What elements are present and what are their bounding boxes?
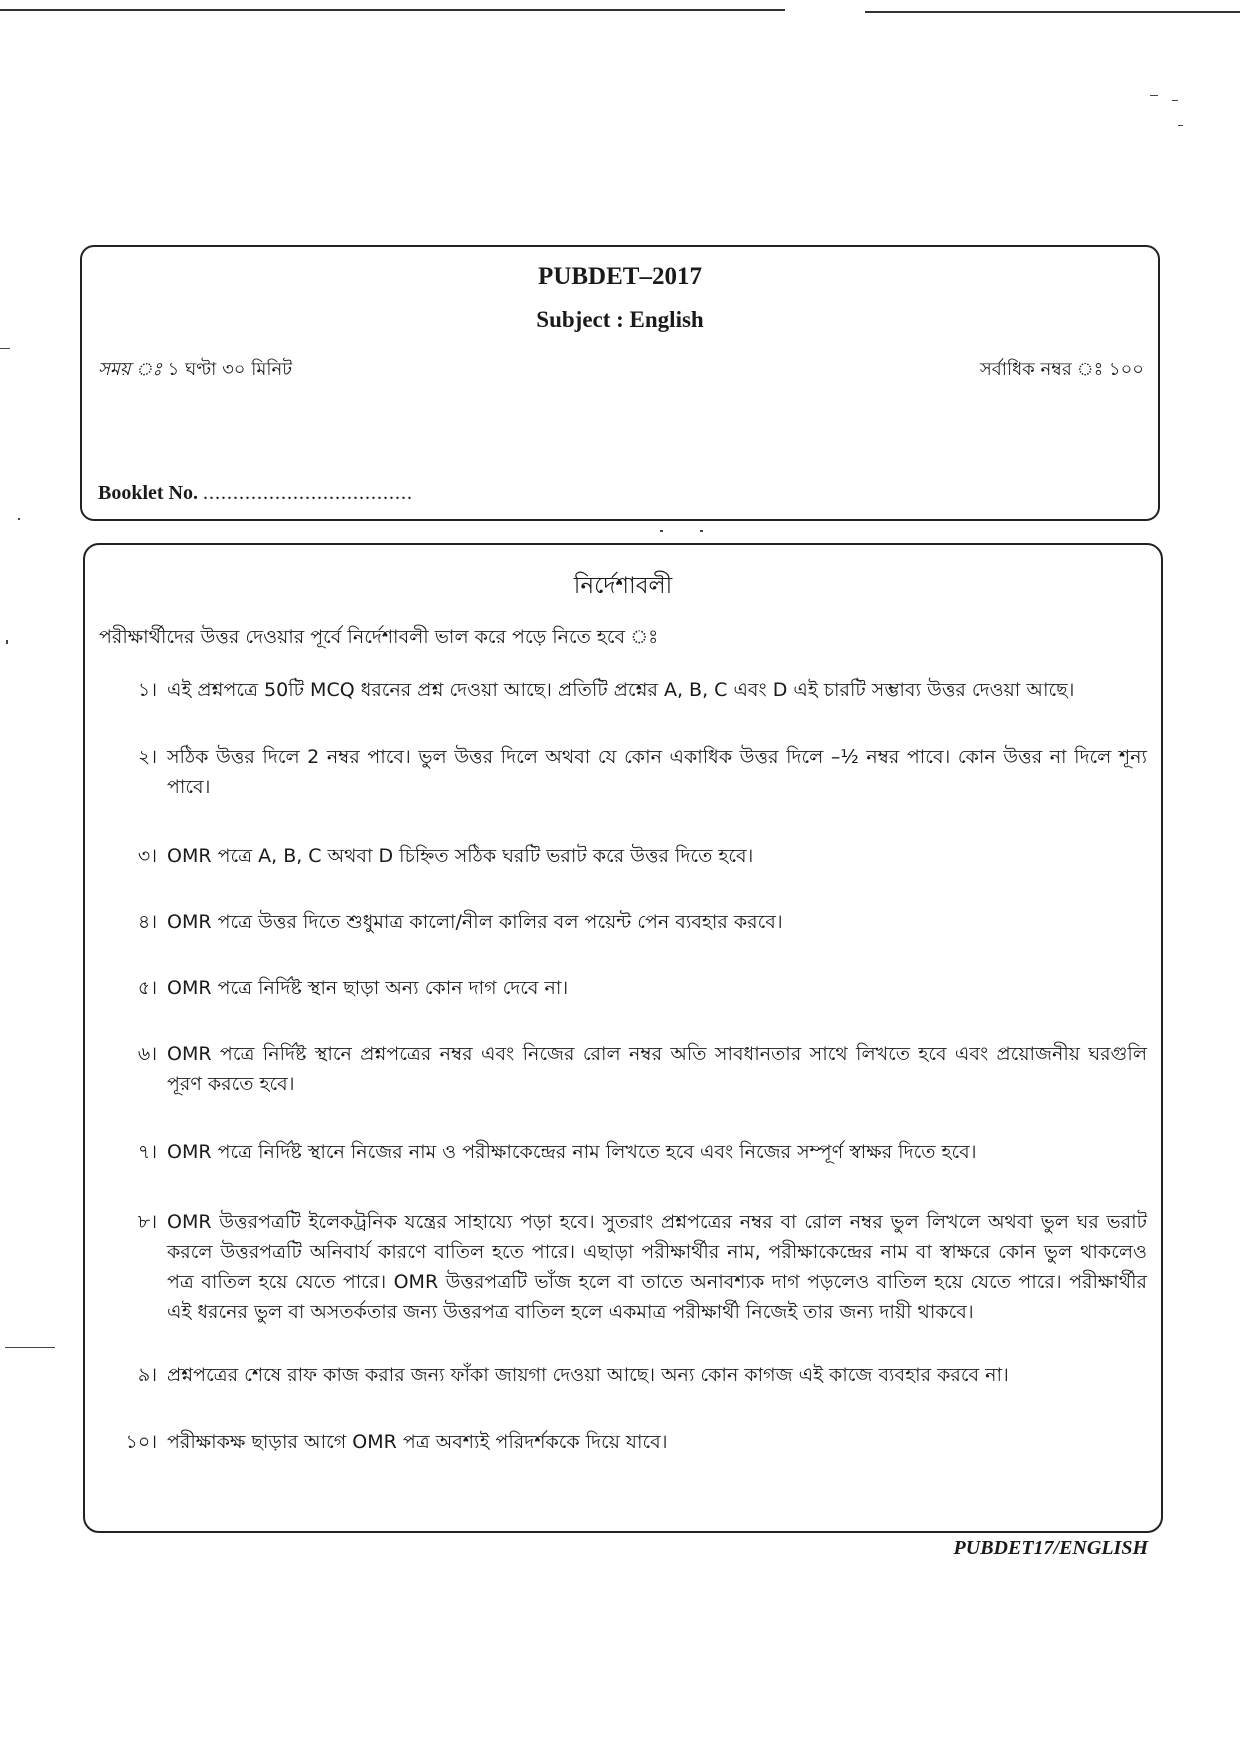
scan-speck: [1172, 100, 1178, 101]
instruction-item: [117, 1137, 1147, 1167]
instruction-item: [117, 1427, 1147, 1457]
scan-speck: [5, 1347, 55, 1348]
instructions-lead: পরীক্ষার্থীদের উত্তর দেওয়ার পূর্বে নির্দেশাবলী ভাল করে পড়ে নিতে হবে ঃ: [99, 626, 659, 648]
booklet-blank: ...................................: [203, 482, 413, 504]
scan-edge-line: [865, 11, 1240, 13]
instruction-text: OMR পত্রে উত্তর দিতে শুধুমাত্র কালো/নীল কালির বল পয়েন্ট পেন ব্যবহার করবে।: [167, 911, 783, 933]
instruction-text: OMR পত্রে নির্দিষ্ট স্থান ছাড়া অন্য কোন দাগ দেবে না।: [167, 977, 569, 999]
max-marks: সর্বাধিক নম্বর ঃ ১০০: [979, 359, 1144, 380]
instruction-number: ১।: [137, 679, 157, 701]
instruction-item: [117, 1039, 1147, 1099]
time-label: সময় ঃ: [98, 359, 162, 380]
scan-speck: [6, 640, 8, 644]
scan-edge-line: [0, 9, 785, 11]
instructions-box: [83, 543, 1163, 1533]
instruction-number: ৭।: [137, 1141, 157, 1163]
instruction-item: [117, 907, 1147, 937]
instruction-text: OMR উত্তরপত্রটি ইলেকট্রনিক যন্ত্রের সাহায্যে পড়া হবে। সুতরাং প্রশ্নপত্রের নম্বর বা রোল নম্বর ভুল লিখলে অথবা ভুল ঘর ভরাট করলে উত্তরপত্রটি অনিবার্য কারণে বাতিল হতে পারে। এছাড়া পরীক্ষার্থীর নাম, পরীক্ষাকেন্দ্রের নাম বা স্বাক্ষরে কোন ভুল থাকলেও পত্র বাতিল হয়ে যেতে পারে। OMR উত্তরপত্রটি ভাঁজ হলে বা তাতে অনাবশ্যক দাগ পড়লেও বাতিল হয়ে যেতে পারে। পরীক্ষার্থীর এই ধরনের ভুল বা অসতর্কতার জন্য উত্তরপত্র বাতিল হলে একমাত্র পরীক্ষার্থী নিজেই তার জন্য দায়ী থাকবে।: [167, 1211, 1147, 1323]
scan-speck: [1150, 95, 1158, 96]
scan-speck: [0, 348, 10, 349]
instruction-text: OMR পত্রে A, B, C অথবা D চিহ্নিত সঠিক ঘরটি ভরাট করে উত্তর দিতে হবে।: [167, 845, 754, 867]
scan-speck: [660, 530, 663, 532]
instruction-number: ২।: [137, 746, 157, 768]
instruction-item: [117, 742, 1147, 802]
booklet-label: Booklet No.: [98, 482, 198, 504]
scan-speck: [1178, 125, 1183, 126]
instruction-text: সঠিক উত্তর দিলে 2 নম্বর পাবে। ভুল উত্তর দিলে অথবা যে কোন একাধিক উত্তর দিলে –½ নম্বর পাবে। কোন উত্তর না দিলে শূন্য পাবে।: [167, 746, 1147, 798]
scan-speck: [18, 518, 20, 520]
exam-header-box: [80, 245, 1160, 521]
time-value: ১ ঘণ্টা ৩০ মিনিট: [167, 359, 293, 380]
exam-subject: Subject : English: [536, 307, 704, 332]
scan-speck: [700, 530, 703, 532]
instruction-number: ৫।: [137, 977, 157, 999]
instruction-number: ৪।: [137, 911, 157, 933]
instruction-item: [117, 1360, 1147, 1390]
instruction-number: ৯।: [137, 1364, 157, 1386]
exam-title: PUBDET–2017: [538, 263, 702, 290]
instruction-number: ৬।: [137, 1043, 157, 1065]
instruction-text: OMR পত্রে নির্দিষ্ট স্থানে নিজের নাম ও পরীক্ষাকেন্দ্রের নাম লিখতে হবে এবং নিজের সম্পূর্ণ স্বাক্ষর দিতে হবে।: [167, 1141, 977, 1163]
instruction-item: [117, 675, 1147, 705]
instruction-number: ১০।: [125, 1431, 157, 1453]
instruction-text: পরীক্ষাকক্ষ ছাড়ার আগে OMR পত্র অবশ্যই পরিদর্শককে দিয়ে যাবে।: [167, 1431, 668, 1453]
instruction-item: [117, 841, 1147, 871]
instruction-text: প্রশ্নপত্রের শেষে রাফ কাজ করার জন্য ফাঁকা জায়গা দেওয়া আছে। অন্য কোন কাগজ এই কাজে ব্যবহার করবে না।: [167, 1364, 1009, 1386]
instruction-number: ৮।: [137, 1211, 157, 1233]
instruction-text: OMR পত্রে নির্দিষ্ট স্থানে প্রশ্নপত্রের নম্বর এবং নিজের রোল নম্বর অতি সাবধানতার সাথে লিখতে হবে এবং প্রয়োজনীয় ঘরগুলি পূরণ করতে হবে।: [167, 1043, 1147, 1095]
paper-code: PUBDET17/ENGLISH: [953, 1537, 1148, 1559]
instructions-title: নির্দেশাবলী: [573, 573, 673, 599]
instruction-text: এই প্রশ্নপত্রে 50টি MCQ ধরনের প্রশ্ন দেওয়া আছে। প্রতিটি প্রশ্নের A, B, C এবং D এই চারটি সম্ভাব্য উত্তর দেওয়া আছে।: [167, 679, 1075, 701]
booklet-number: [98, 482, 413, 505]
instruction-number: ৩।: [137, 845, 157, 867]
instruction-item: [117, 973, 1147, 1003]
time-allowed: [98, 355, 292, 386]
instruction-item: [117, 1207, 1147, 1327]
